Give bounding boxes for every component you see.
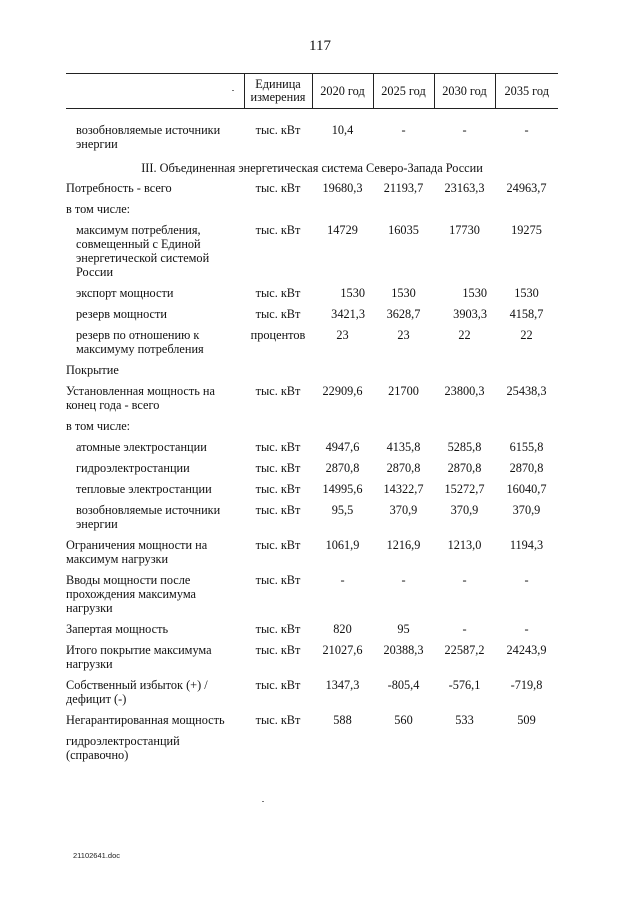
value-2020: 14729: [327, 223, 358, 237]
row-unit: тыс. кВт: [255, 440, 301, 454]
row-unit: тыс. кВт: [255, 503, 301, 517]
row-unit: тыс. кВт: [255, 678, 301, 692]
value-2035: 24963,7: [506, 181, 547, 195]
value-2020: 1061,9: [325, 538, 360, 552]
value-2035: 22: [520, 328, 533, 342]
value-2030: 22587,2: [444, 643, 485, 657]
value-2025: 16035: [388, 223, 419, 237]
value-2025: 560: [394, 713, 413, 727]
row-unit: тыс. кВт: [255, 622, 301, 636]
row-label: Вводы мощности после прохождения максимума нагрузки: [66, 573, 196, 615]
value-2030: 2870,8: [447, 461, 482, 475]
value-2035: [495, 734, 558, 762]
header-name: [66, 74, 244, 109]
row-label: тепловые электростанции: [76, 482, 212, 496]
value-2030: [434, 363, 495, 384]
table-row: [66, 440, 558, 461]
value-2025: 23: [397, 328, 410, 342]
value-2030: [434, 202, 495, 223]
value-2030: 5285,8: [447, 440, 482, 454]
value-2035: 19275: [511, 223, 542, 237]
row-unit: тыс. кВт: [255, 223, 301, 237]
table-row: [66, 482, 558, 503]
value-2030: -: [462, 622, 467, 636]
table-row: [66, 123, 558, 158]
value-2030: -: [462, 573, 467, 587]
value-2035: 2870,8: [509, 461, 544, 475]
row-unit: тыс. кВт: [255, 181, 301, 195]
row-unit: тыс. кВт: [255, 461, 301, 475]
value-2025: [373, 202, 434, 223]
value-2020: 2870,8: [325, 461, 360, 475]
value-2025: -: [401, 573, 406, 587]
value-2020: 22909,6: [322, 384, 363, 398]
row-label: экспорт мощности: [76, 286, 174, 300]
value-2020: 21027,6: [322, 643, 363, 657]
value-2035: [495, 202, 558, 223]
row-unit: тыс. кВт: [255, 713, 301, 727]
scan-speck: [262, 801, 264, 802]
value-2020: 3421,3: [331, 307, 365, 321]
value-2025: 3628,7: [386, 307, 421, 321]
value-2035: [495, 419, 558, 440]
table-row: [66, 678, 558, 713]
table-row: [66, 461, 558, 482]
section-title-row: [66, 158, 558, 181]
value-2020: 23: [336, 328, 349, 342]
value-2030: -: [462, 123, 467, 137]
table-row: [66, 223, 558, 286]
row-unit: тыс. кВт: [255, 573, 301, 587]
value-2025: 21193,7: [383, 181, 424, 195]
value-2030: 17730: [449, 223, 480, 237]
header-year-2025: 2025 год: [373, 74, 434, 109]
value-2025: 370,9: [389, 503, 418, 517]
row-label: атомные электростанции: [76, 440, 207, 454]
row-label: Негарантированная мощность: [66, 713, 225, 727]
value-2025: 1530: [391, 286, 416, 300]
row-unit: тыс. кВт: [255, 482, 301, 496]
value-2020: 19680,3: [322, 181, 363, 195]
header-year-2035: 2035 год: [495, 74, 558, 109]
table-header-row: [66, 74, 558, 109]
value-2035: 6155,8: [509, 440, 544, 454]
row-label: Ограничения мощности на максимум нагрузки: [66, 538, 208, 566]
header-year-2030: 2030 год: [434, 74, 495, 109]
table-row: [66, 384, 558, 419]
table-row: [66, 734, 558, 762]
table-row: [66, 286, 558, 307]
value-2025: -805,4: [387, 678, 420, 692]
row-unit: тыс. кВт: [255, 307, 301, 321]
row-label: гидроэлектростанции: [76, 461, 190, 475]
row-unit: тыс. кВт: [255, 643, 301, 657]
value-2020: [312, 202, 373, 223]
value-2020: 820: [333, 622, 352, 636]
row-label: резерв по отношению к максимуму потребления: [76, 328, 204, 356]
value-2035: -719,8: [510, 678, 543, 692]
value-2035: -: [524, 123, 529, 137]
value-2025: 21700: [388, 384, 419, 398]
value-2030: 533: [455, 713, 474, 727]
row-label: резерв мощности: [76, 307, 167, 321]
table-row: [66, 573, 558, 622]
row-label: максимум потребления, совмещенный с Единой энергетической системой России: [76, 223, 210, 279]
value-2035: 509: [517, 713, 536, 727]
table-row: [66, 202, 558, 223]
value-2035: 1194,3: [509, 538, 544, 552]
table-row: [66, 643, 558, 678]
value-2035: 370,9: [512, 503, 541, 517]
balance-table: [66, 73, 558, 762]
row-unit: тыс. кВт: [255, 286, 301, 300]
header-year-2020: 2020 год: [312, 74, 373, 109]
page-number: 117: [309, 38, 331, 54]
value-2035: [495, 363, 558, 384]
row-label: Потребность - всего: [66, 181, 172, 195]
value-2025: -: [401, 123, 406, 137]
value-2025: 4135,8: [386, 440, 421, 454]
value-2020: 1530: [340, 286, 365, 300]
scan-speck: [232, 90, 234, 91]
row-unit: [244, 363, 312, 384]
row-unit: [244, 419, 312, 440]
row-unit: тыс. кВт: [255, 123, 301, 137]
value-2035: 24243,9: [506, 643, 547, 657]
table-row: [66, 713, 558, 734]
value-2020: [312, 419, 373, 440]
row-label: возобновляемые источники энергии: [76, 123, 221, 151]
row-label: возобновляемые источники энергии: [76, 503, 221, 531]
table-row: [66, 307, 558, 328]
value-2030: [434, 734, 495, 762]
value-2020: 10,4: [331, 123, 354, 137]
value-2025: 1216,9: [386, 538, 421, 552]
value-2030: 370,9: [450, 503, 479, 517]
value-2020: 95,5: [331, 503, 354, 517]
section-title: III. Объединенная энергетическая система Северо-Запада России: [141, 161, 483, 175]
value-2030: 15272,7: [444, 482, 485, 496]
row-label: гидроэлектростанций (справочно): [66, 734, 180, 762]
value-2025: 2870,8: [386, 461, 421, 475]
header-unit: Единица измерения: [244, 74, 312, 109]
row-unit: процентов: [250, 328, 306, 342]
row-unit: [244, 734, 312, 762]
table-row: [66, 622, 558, 643]
value-2020: 1347,3: [325, 678, 360, 692]
row-label: Установленная мощность на конец года - всего: [66, 384, 215, 412]
value-2035: 25438,3: [506, 384, 547, 398]
row-label: Покрытие: [66, 363, 119, 377]
table-row: [66, 363, 558, 384]
value-2030: 23163,3: [444, 181, 485, 195]
value-2030: 1530: [462, 286, 487, 300]
table-row: [66, 503, 558, 538]
row-unit: тыс. кВт: [255, 384, 301, 398]
value-2020: [312, 734, 373, 762]
value-2025: 95: [397, 622, 410, 636]
row-label: Собственный избыток (+) / дефицит (-): [66, 678, 208, 706]
value-2030: 23800,3: [444, 384, 485, 398]
value-2030: 3903,3: [453, 307, 487, 321]
value-2035: 16040,7: [506, 482, 547, 496]
value-2020: [312, 363, 373, 384]
value-2030: 22: [458, 328, 471, 342]
value-2025: 14322,7: [383, 482, 424, 496]
row-label: Итого покрытие максимума нагрузки: [66, 643, 212, 671]
table-row: [66, 419, 558, 440]
row-label: в том числе:: [66, 419, 131, 433]
row-unit: тыс. кВт: [255, 538, 301, 552]
value-2035: 1530: [514, 286, 539, 300]
value-2020: 4947,6: [325, 440, 360, 454]
value-2020: -: [340, 573, 345, 587]
value-2030: -576,1: [448, 678, 481, 692]
table-row: [66, 181, 558, 202]
value-2035: -: [524, 573, 529, 587]
table-row: [66, 538, 558, 573]
value-2020: 14995,6: [322, 482, 363, 496]
value-2030: 1213,0: [447, 538, 482, 552]
value-2025: [373, 734, 434, 762]
value-2035: -: [524, 622, 529, 636]
value-2025: 20388,3: [383, 643, 424, 657]
table-row: [66, 328, 558, 363]
value-2025: [373, 363, 434, 384]
value-2025: [373, 419, 434, 440]
value-2020: 588: [333, 713, 352, 727]
row-unit: [244, 202, 312, 223]
row-label: Запертая мощность: [66, 622, 169, 636]
value-2035: 4158,7: [509, 307, 544, 321]
row-label: в том числе:: [66, 202, 131, 216]
value-2030: [434, 419, 495, 440]
file-name-footer: 21102641.doc: [73, 851, 120, 860]
